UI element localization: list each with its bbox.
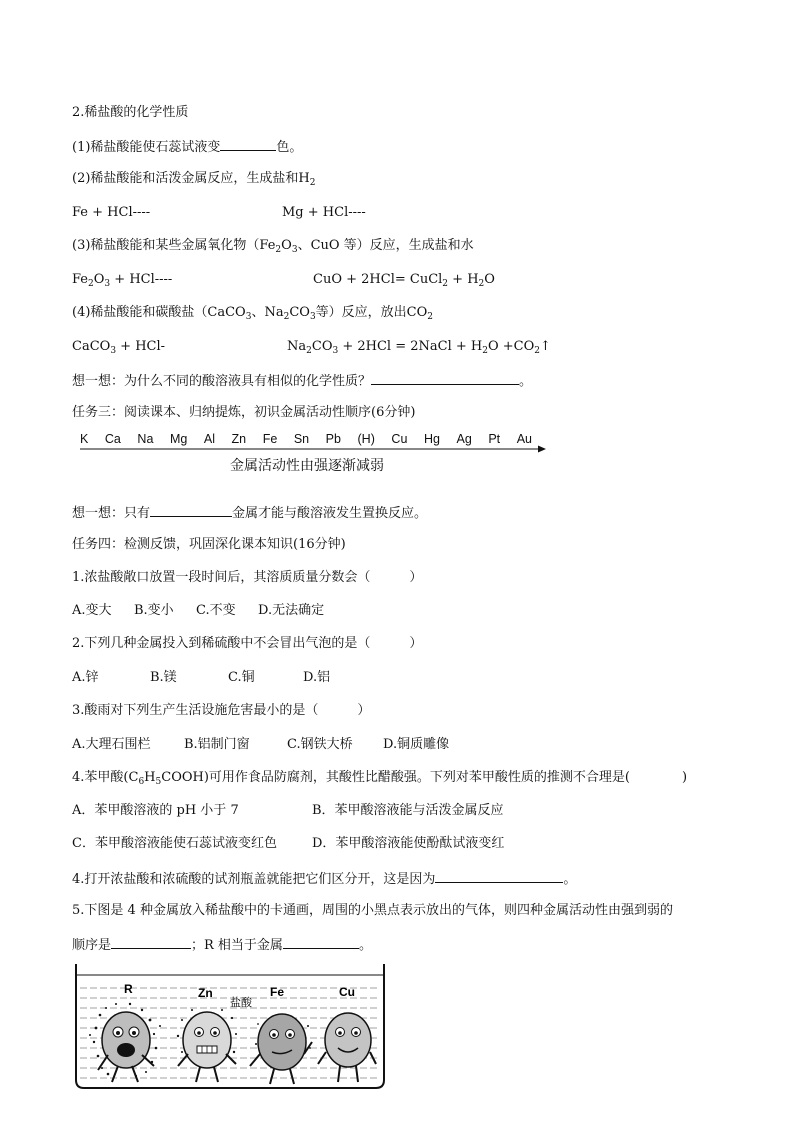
property1: [72, 137, 302, 157]
question-2-options: [72, 669, 330, 687]
question-5: [72, 869, 576, 889]
q6-text-b: ；R 相当于金属: [191, 938, 283, 953]
eq-cuo-b: + H: [448, 272, 479, 287]
metal-r-body: [102, 1012, 150, 1068]
equation-fe: Fe + HCl----: [72, 205, 151, 220]
metal-symbol: Al: [203, 432, 215, 446]
property4-c: CO: [289, 305, 310, 320]
property3: (3)稀盐酸能和某些金属氧化物（$Fe_2O_3$、CuO 等）反应，生成盐和水: [72, 238, 474, 255]
metals-in-acid-cartoon: [72, 960, 390, 1092]
q4-option-a[interactable]: A．苯甲酸溶液的 pH 小于 7: [72, 803, 239, 818]
think1-tail: 。: [519, 374, 533, 389]
equation-cuo: CuO + 2HCl= CuCl$_2$ + $H_2O$: [313, 272, 495, 289]
question-1-options: [72, 602, 324, 620]
label-r: R: [124, 982, 133, 996]
eq-caco3-b: + HCl-: [116, 339, 166, 354]
q5-text: 4.打开浓盐酸和浓硫酸的试剂瓶盖就能把它们区分开，这是因为: [72, 872, 436, 887]
metal-symbol: Fe: [262, 432, 278, 446]
metal-symbol: Pb: [325, 432, 341, 446]
property3-text-a: (3)稀盐酸能和某些金属氧化物（Fe: [72, 238, 276, 253]
equation-na2co3: $Na_2CO_3 + 2HCl$ = 2NaCl + $H_2O$ $+CO_2↑$: [287, 339, 551, 356]
answer-blank-think2[interactable]: [150, 503, 232, 517]
metal-symbol: Au: [516, 432, 532, 446]
metal-symbol: Pt: [488, 432, 501, 446]
equation-mg: Mg + HCl----: [282, 205, 366, 220]
property4-d: 等）反应，放出CO: [315, 305, 428, 320]
question-3-options: [72, 736, 449, 754]
answer-blank-color[interactable]: [220, 137, 276, 151]
q2-option-a[interactable]: A.锌: [72, 670, 99, 685]
q2-option-c[interactable]: C.铜: [228, 670, 255, 685]
q3-option-b[interactable]: B.铝制门窗: [184, 737, 250, 752]
metal-symbol: Zn: [231, 432, 247, 446]
q3-option-d[interactable]: D.铜质雕像: [383, 737, 450, 752]
q4-text-b: H: [144, 770, 156, 785]
q4-text-c: COOH)可用作食品防腐剂，其酸性比醋酸强。下列对苯甲酸性质的推测不合理是( ): [161, 770, 688, 785]
q1-option-c[interactable]: C.不变: [196, 603, 236, 618]
answer-blank-think1[interactable]: [371, 371, 519, 385]
label-acid: 盐酸: [230, 996, 252, 1009]
eq-na-b: CO: [311, 339, 333, 354]
metal-symbol: Mg: [169, 432, 188, 446]
metal-symbol: (H): [357, 432, 375, 446]
metal-cu-body: [325, 1013, 371, 1067]
activity-label: 金属活动性由强逐渐减弱: [230, 458, 384, 474]
section2-title: 2.稀盐酸的化学性质: [72, 105, 189, 120]
question-6-line2: [72, 935, 372, 955]
eq-caco3-a: CaCO: [72, 339, 111, 354]
q4-text-a: 4.苯甲酸(C: [72, 770, 139, 785]
equation-fe2o3: $Fe_2O_3 + HCl----$: [72, 272, 173, 289]
q1-option-d[interactable]: D.无法确定: [258, 603, 325, 618]
q4-option-c[interactable]: C．苯甲酸溶液能使石蕊试液变红色: [72, 836, 277, 851]
gas-arrow-icon: ↑: [540, 339, 551, 354]
question-4: 4.苯甲酸$(C_6H_5COOH)$可用作食品防腐剂，其酸性比醋酸强。下列对苯甲酸性质的推测不合理是( ): [72, 770, 688, 787]
eq-fe2o3-c: + HCl----: [110, 272, 173, 287]
question-4-options-cd: [72, 835, 504, 853]
q3-option-c[interactable]: C.钢铁大桥: [287, 737, 353, 752]
metal-symbol: Ag: [456, 432, 472, 446]
property4: (4)稀盐酸能和碳酸盐（CaCO$_3$、$Na_2CO_3$等）反应，放出$CO_2$: [72, 305, 434, 322]
q5-tail: 。: [563, 872, 577, 887]
think1-text: 想一想：为什么不同的酸溶液具有相似的化学性质？: [72, 374, 372, 389]
eq-fe2o3-b: O: [93, 272, 105, 287]
metal-zn-body: [183, 1012, 231, 1068]
q4-option-d[interactable]: D．苯甲酸溶液能使酚酞试液变红: [312, 836, 505, 851]
metal-symbol: K: [80, 432, 89, 446]
q3-option-a[interactable]: A.大理石围栏: [72, 737, 151, 752]
answer-blank-q5[interactable]: [435, 869, 563, 883]
q2-option-d[interactable]: D.铝: [303, 670, 331, 685]
q2-option-b[interactable]: B.镁: [150, 670, 177, 685]
eq-fe2o3-a: Fe: [72, 272, 89, 287]
activity-arrow: [80, 444, 546, 454]
property2-text: (2)稀盐酸能和活泼金属反应，生成盐和H: [72, 171, 310, 186]
answer-blank-order[interactable]: [111, 935, 191, 949]
metal-symbol: Cu: [391, 432, 408, 446]
label-fe: Fe: [270, 985, 285, 999]
metal-symbol: Ca: [104, 432, 121, 446]
q1-option-b[interactable]: B.变小: [134, 603, 174, 618]
property1-text: (1)稀盐酸能使石蕊试液变: [72, 140, 221, 155]
think2-text: 想一想：只有: [72, 506, 151, 521]
property3-text-b: O: [281, 238, 292, 253]
question-1: 1.浓盐酸敞口放置一段时间后，其溶质质量分数会（ ）: [72, 570, 423, 585]
question-2: 2.下列几种金属投入到稀硫酸中不会冒出气泡的是（ ）: [72, 636, 423, 651]
q1-option-a[interactable]: A.变大: [72, 603, 112, 618]
task4-title: 任务四：检测反馈，巩固深化课本知识(16分钟): [72, 537, 346, 552]
eq-cuo-c: O: [484, 272, 495, 287]
label-zn: Zn: [198, 986, 213, 1000]
question-6-line1: 5.下图是 4 种金属放入稀盐酸中的卡通画，周围的小黑点表示放出的气体，则四种金属活动性由强到弱的: [72, 903, 673, 918]
label-cu: Cu: [339, 985, 355, 999]
property1-tail: 色。: [276, 140, 303, 155]
metal-symbol: Na: [137, 432, 154, 446]
eq-cuo-a: CuO + 2HCl= CuCl: [313, 272, 443, 287]
equation-caco3: CaCO$_3$ + HCl-: [72, 339, 166, 356]
q6-tail: 。: [358, 938, 372, 953]
eq-na-a: Na: [287, 339, 307, 354]
property3-text-c: 、CuO 等）反应，生成盐和水: [297, 238, 474, 253]
metal-symbol: Sn: [293, 432, 310, 446]
q4-option-b[interactable]: B．苯甲酸溶液能与活泼金属反应: [312, 803, 504, 818]
property4-a: (4)稀盐酸能和碳酸盐（CaCO: [72, 305, 246, 320]
q6-text-a: 顺序是: [72, 938, 112, 953]
property4-b: 、Na: [251, 305, 284, 320]
metal-fe-body: [258, 1014, 306, 1070]
think2-tail: 金属才能与酸溶液发生置换反应。: [232, 506, 428, 521]
task3-title: 任务三：阅读课本、归纳提炼，初识金属活动性顺序(6分钟): [72, 405, 416, 420]
think-question-2: [72, 503, 427, 523]
eq-na-d: O +CO: [487, 339, 535, 354]
metal-symbol: Hg: [423, 432, 440, 446]
think-question-1: [72, 371, 532, 391]
eq-na-c: + 2HCl = 2NaCl + H: [338, 339, 483, 354]
question-4-options-ab: [72, 802, 504, 820]
property2: (2)稀盐酸能和活泼金属反应，生成盐和$H_2$: [72, 171, 316, 188]
answer-blank-metal[interactable]: [283, 935, 359, 949]
question-3: 3.酸雨对下列生产生活设施危害最小的是（ ）: [72, 703, 371, 718]
